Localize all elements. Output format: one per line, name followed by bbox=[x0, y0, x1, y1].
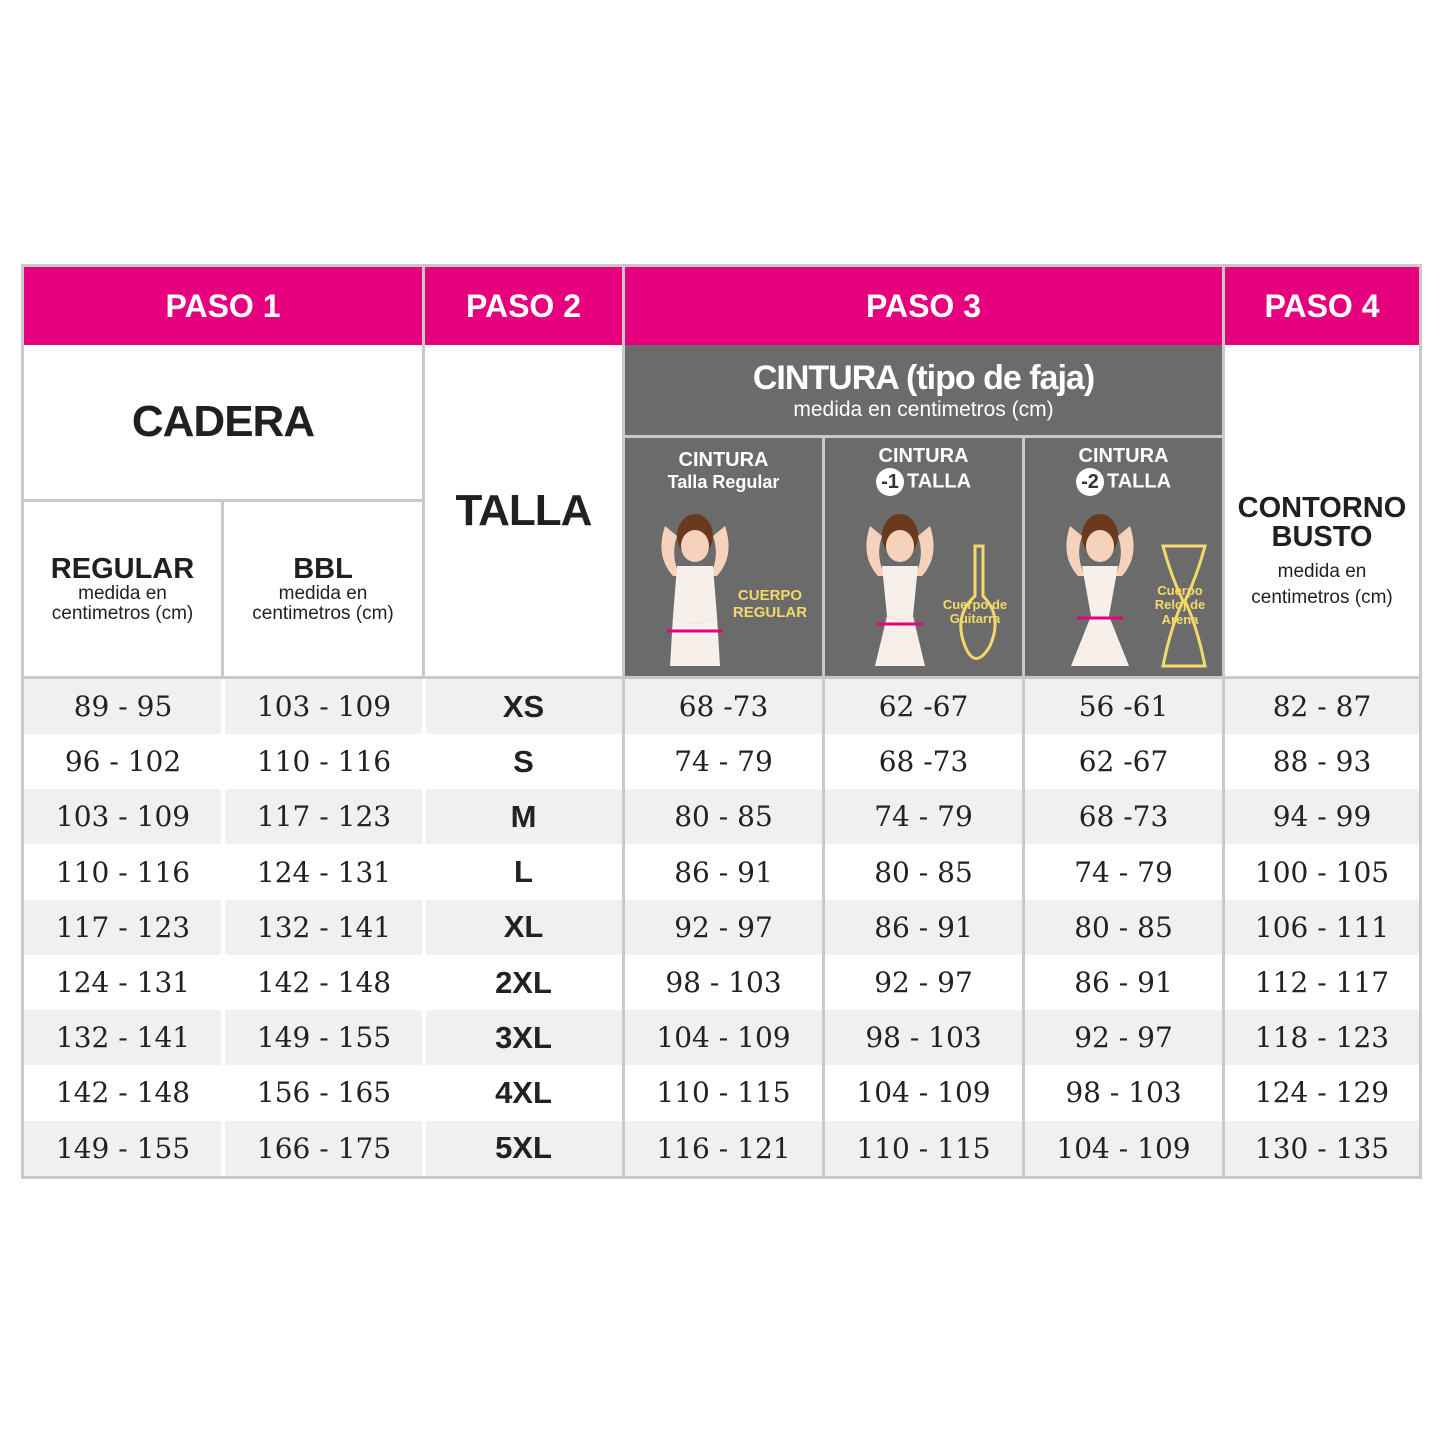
size-table-body bbox=[24, 679, 1419, 1176]
step3-header: PASO 3 bbox=[625, 267, 1222, 345]
table-row bbox=[24, 900, 1419, 955]
col3-line1: CINTURA bbox=[1078, 445, 1169, 467]
talla-cell: M bbox=[510, 798, 537, 834]
cintura-regular-cell: 80 - 85 bbox=[674, 800, 773, 834]
regular-sub1: medida en bbox=[78, 582, 167, 604]
col2-line1: CINTURA bbox=[878, 445, 969, 467]
busto-sub2: centimetros (cm) bbox=[1251, 586, 1393, 608]
col1-body-type: CUERPO REGULAR bbox=[732, 587, 808, 621]
cintura-regular-cell: 110 - 115 bbox=[656, 1076, 791, 1110]
col1-line1: CINTURA bbox=[678, 449, 769, 471]
talla-cell: S bbox=[513, 743, 534, 779]
step4-header: PASO 4 bbox=[1225, 267, 1419, 345]
cintura-minus1-cell: 92 - 97 bbox=[874, 966, 973, 999]
size-chart bbox=[21, 264, 1422, 1179]
step2-header: PASO 2 bbox=[425, 267, 622, 345]
cintura-minus2-cell: 74 - 79 bbox=[1074, 855, 1173, 889]
cintura-minus1-cell: 74 - 79 bbox=[874, 800, 973, 834]
busto-cell: 124 - 129 bbox=[1254, 1076, 1390, 1110]
table-row bbox=[24, 845, 1419, 900]
cadera-regular-cell: 103 - 109 bbox=[55, 800, 191, 834]
cintura-minus2-cell: 92 - 97 bbox=[1074, 1021, 1173, 1055]
bbl-sub1: medida en bbox=[278, 582, 368, 604]
cadera-bbl-cell: 156 - 165 bbox=[256, 1076, 392, 1110]
cintura-minus2-cell: 56 -61 bbox=[1078, 690, 1169, 723]
col1-line2: Talla Regular bbox=[667, 472, 780, 492]
busto-title1: CONTORNO bbox=[1237, 491, 1407, 524]
cintura-regular-cell: 104 - 109 bbox=[656, 1021, 791, 1055]
cadera-regular-cell: 89 - 95 bbox=[73, 690, 173, 723]
cadera-bbl-cell: 132 - 141 bbox=[256, 910, 392, 944]
busto-header bbox=[1225, 345, 1419, 676]
cintura-minus2-cell: 80 - 85 bbox=[1074, 910, 1173, 944]
bbl-title: BBL bbox=[293, 552, 353, 585]
cintura-regular-cell: 86 - 91 bbox=[674, 855, 773, 889]
cadera-title-cell bbox=[24, 345, 422, 499]
cintura-minus1-cell: 86 - 91 bbox=[874, 910, 973, 944]
cintura-minus2-cell: 104 - 109 bbox=[1056, 1131, 1191, 1165]
cintura-minus1-cell: 104 - 109 bbox=[856, 1076, 991, 1110]
cintura-title: CINTURA (tipo de faja) bbox=[752, 358, 1095, 397]
busto-sub1: medida en bbox=[1277, 560, 1367, 582]
col3-talla: TALLA bbox=[1106, 470, 1172, 493]
cintura-minus2-cell: 62 -67 bbox=[1078, 745, 1169, 779]
cadera-regular-cell: 142 - 148 bbox=[55, 1076, 191, 1110]
cadera-bbl-cell: 166 - 175 bbox=[256, 1131, 392, 1165]
busto-cell: 88 - 93 bbox=[1272, 745, 1372, 779]
cintura-minus2-cell: 86 - 91 bbox=[1074, 966, 1173, 999]
bbl-sub2: centimetros (cm) bbox=[252, 602, 394, 624]
minus1-badge: -1 bbox=[876, 468, 904, 496]
table-row bbox=[24, 679, 1419, 734]
cadera-bbl-cell: 149 - 155 bbox=[256, 1021, 392, 1055]
regular-header bbox=[24, 502, 221, 676]
talla-cell: 4XL bbox=[495, 1074, 552, 1110]
cintura-minus1-cell: 80 - 85 bbox=[874, 855, 973, 889]
cadera-bbl-cell: 124 - 131 bbox=[256, 855, 392, 889]
minus2-badge: -2 bbox=[1076, 468, 1104, 496]
cadera-bbl-cell: 142 - 148 bbox=[256, 966, 392, 999]
busto-cell: 82 - 87 bbox=[1272, 690, 1372, 723]
cintura-minus1-cell: 68 -73 bbox=[878, 745, 969, 779]
bbl-header bbox=[224, 502, 422, 676]
cintura-regular-cell: 98 - 103 bbox=[665, 966, 782, 999]
cintura-header bbox=[625, 345, 1222, 435]
step1-header: PASO 1 bbox=[24, 267, 422, 345]
cintura-regular-cell: 92 - 97 bbox=[674, 910, 773, 944]
table-row bbox=[24, 734, 1419, 789]
cintura-regular-cell: 116 - 121 bbox=[656, 1131, 791, 1165]
talla-cell: L bbox=[514, 854, 533, 890]
talla-title: TALLA bbox=[455, 485, 592, 535]
cintura-minus2-cell: 68 -73 bbox=[1078, 800, 1169, 834]
talla-cell: 3XL bbox=[495, 1019, 552, 1055]
cintura-subtitle: medida en centimetros (cm) bbox=[793, 397, 1054, 421]
table-row bbox=[24, 789, 1419, 844]
talla-cell: 5XL bbox=[495, 1130, 552, 1166]
col2-body-type: Cuerpo de Guitarra bbox=[942, 597, 1008, 627]
cadera-regular-cell: 124 - 131 bbox=[55, 966, 191, 999]
table-row bbox=[24, 1121, 1419, 1176]
talla-cell: XL bbox=[503, 909, 544, 945]
busto-cell: 112 - 117 bbox=[1254, 966, 1390, 999]
cintura-minus1-cell: 62 -67 bbox=[878, 690, 969, 723]
cadera-bbl-cell: 110 - 116 bbox=[256, 745, 392, 779]
cadera-regular-cell: 117 - 123 bbox=[55, 910, 191, 944]
cintura-minus2-cell: 98 - 103 bbox=[1065, 1076, 1182, 1110]
table-row bbox=[24, 1065, 1419, 1120]
cintura-regular-cell: 68 -73 bbox=[678, 690, 769, 723]
col3-body-type: Cuerpo Reloj de Arena bbox=[1154, 583, 1206, 627]
col2-talla: TALLA bbox=[906, 470, 972, 493]
talla-header bbox=[425, 345, 622, 676]
talla-cell: XS bbox=[502, 688, 545, 724]
regular-title: REGULAR bbox=[50, 552, 195, 585]
cintura-regular-header bbox=[625, 438, 822, 676]
regular-sub2: centimetros (cm) bbox=[51, 602, 194, 624]
cadera-bbl-cell: 103 - 109 bbox=[256, 690, 392, 723]
cintura-regular-cell: 74 - 79 bbox=[674, 745, 773, 779]
busto-cell: 106 - 111 bbox=[1254, 910, 1390, 944]
cadera-regular-cell: 110 - 116 bbox=[55, 855, 191, 889]
table-row bbox=[24, 1010, 1419, 1065]
cadera-title: CADERA bbox=[131, 397, 315, 446]
cintura-minus1-header bbox=[825, 438, 1022, 676]
busto-cell: 118 - 123 bbox=[1254, 1021, 1390, 1055]
busto-cell: 130 - 135 bbox=[1254, 1131, 1390, 1165]
busto-title2: BUSTO bbox=[1271, 520, 1373, 553]
cadera-regular-cell: 149 - 155 bbox=[55, 1131, 191, 1165]
cadera-regular-cell: 132 - 141 bbox=[55, 1021, 191, 1055]
cintura-minus2-header bbox=[1025, 438, 1222, 676]
cintura-minus1-cell: 110 - 115 bbox=[856, 1131, 991, 1165]
busto-cell: 100 - 105 bbox=[1254, 855, 1390, 889]
talla-cell: 2XL bbox=[495, 964, 552, 1000]
cadera-bbl-cell: 117 - 123 bbox=[256, 800, 392, 834]
cadera-regular-cell: 96 - 102 bbox=[64, 745, 182, 779]
cintura-minus1-cell: 98 - 103 bbox=[865, 1021, 982, 1055]
woman-figure-icon bbox=[825, 506, 1022, 676]
busto-cell: 94 - 99 bbox=[1272, 800, 1372, 834]
table-row bbox=[24, 955, 1419, 1010]
